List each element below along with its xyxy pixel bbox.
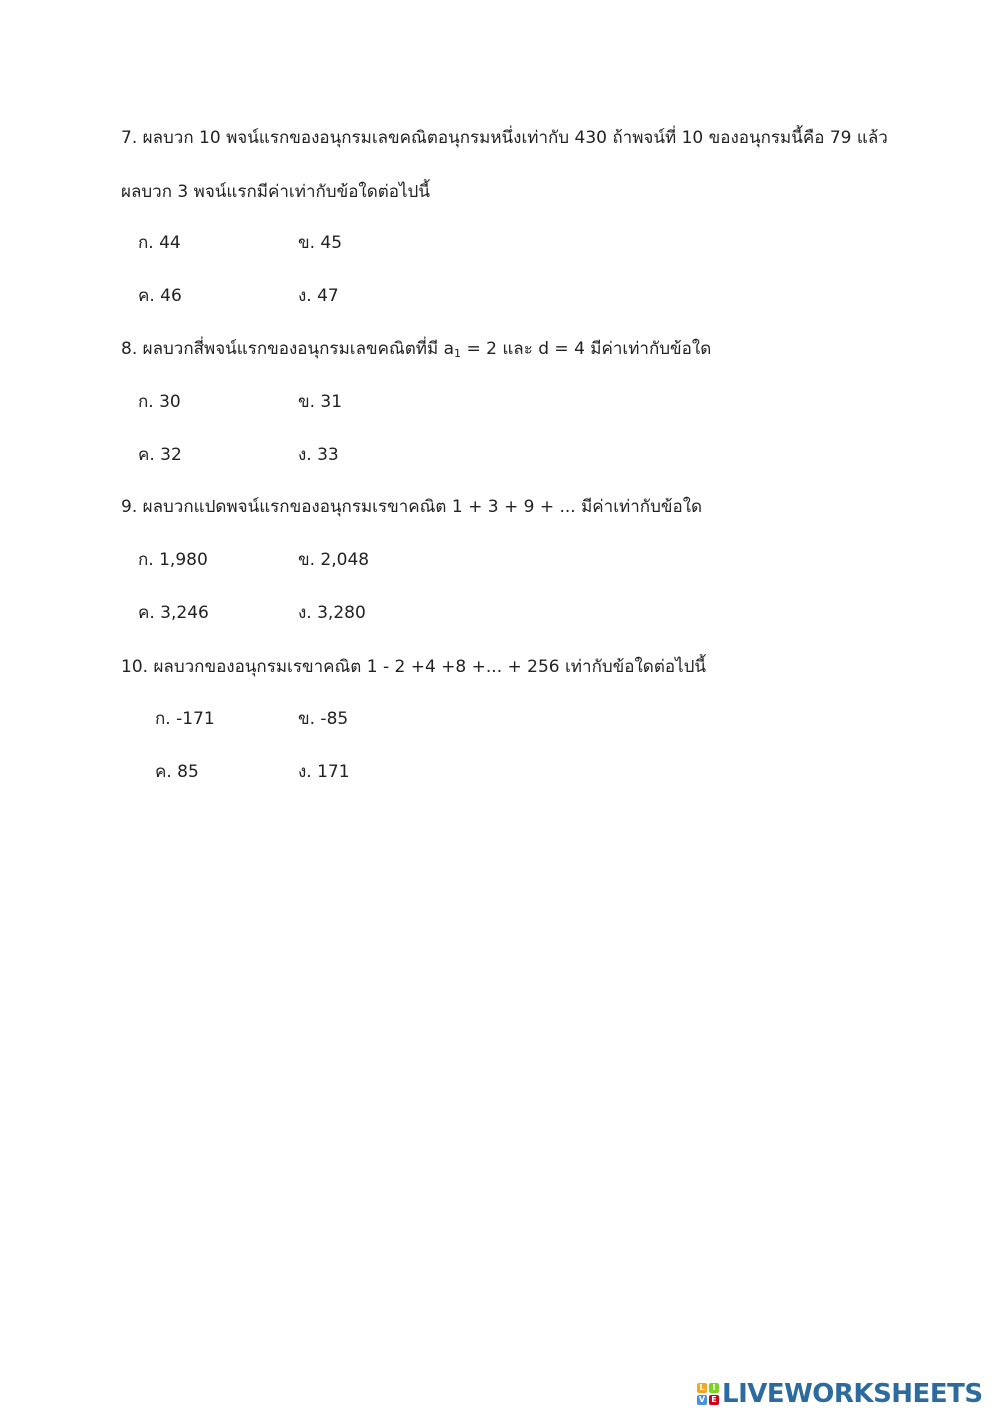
- question-8-text-before: 8. ผลบวกสี่พจน์แรกของอนุกรมเลขคณิตที่มี a: [121, 339, 455, 359]
- question-10-option-c: ค. 85: [155, 762, 199, 782]
- question-9-option-b: ข. 2,048: [298, 550, 370, 570]
- question-8-text: [121, 337, 711, 366]
- question-7-option-d: ง. 47: [298, 286, 339, 306]
- liveworksheets-logo: [697, 1379, 983, 1409]
- question-7-option-c: ค. 46: [138, 286, 182, 306]
- logo-text: LIVEWORKSHEETS: [722, 1379, 983, 1409]
- question-8-text-after: = 2 และ d = 4 มีค่าเท่ากับข้อใด: [461, 339, 712, 359]
- question-8-option-a: ก. 30: [138, 392, 181, 412]
- question-7-line-1: 7. ผลบวก 10 พจน์แรกของอนุกรมเลขคณิตอนุกรมหนึ่งเท่ากับ 430 ถ้าพจน์ที่ 10 ของอนุกรมนี้คือ 79 แล้ว: [121, 128, 888, 148]
- logo-mark-tile-l: L: [697, 1383, 707, 1393]
- logo-mark-icon: [697, 1383, 719, 1405]
- question-8-option-d: ง. 33: [298, 445, 339, 465]
- question-7-line-2: ผลบวก 3 พจน์แรกมีค่าเท่ากับข้อใดต่อไปนี้: [121, 182, 430, 202]
- question-10-text: 10. ผลบวกของอนุกรมเรขาคณิต 1 - 2 +4 +8 +... + 256 เท่ากับข้อใดต่อไปนี้: [121, 657, 707, 677]
- question-10-option-b: ข. -85: [298, 709, 349, 729]
- question-9-option-d: ง. 3,280: [298, 603, 366, 623]
- question-8-option-c: ค. 32: [138, 445, 182, 465]
- question-10-option-d: ง. 171: [298, 762, 350, 782]
- logo-mark-tile-e: E: [709, 1395, 719, 1405]
- logo-mark-tile-v: V: [698, 1395, 706, 1404]
- logo-mark-tile-i: I: [709, 1383, 719, 1393]
- question-7-option-a: ก. 44: [138, 233, 181, 253]
- question-9-option-a: ก. 1,980: [138, 550, 208, 570]
- question-7-option-b: ข. 45: [298, 233, 343, 253]
- question-8-subscript: 1: [454, 347, 462, 360]
- question-9-text: 9. ผลบวกแปดพจน์แรกของอนุกรมเรขาคณิต 1 + 3 + 9 + ... มีค่าเท่ากับข้อใด: [121, 497, 703, 517]
- question-8-option-b: ข. 31: [298, 392, 343, 412]
- question-9-option-c: ค. 3,246: [138, 603, 209, 623]
- question-10-option-a: ก. -171: [155, 709, 215, 729]
